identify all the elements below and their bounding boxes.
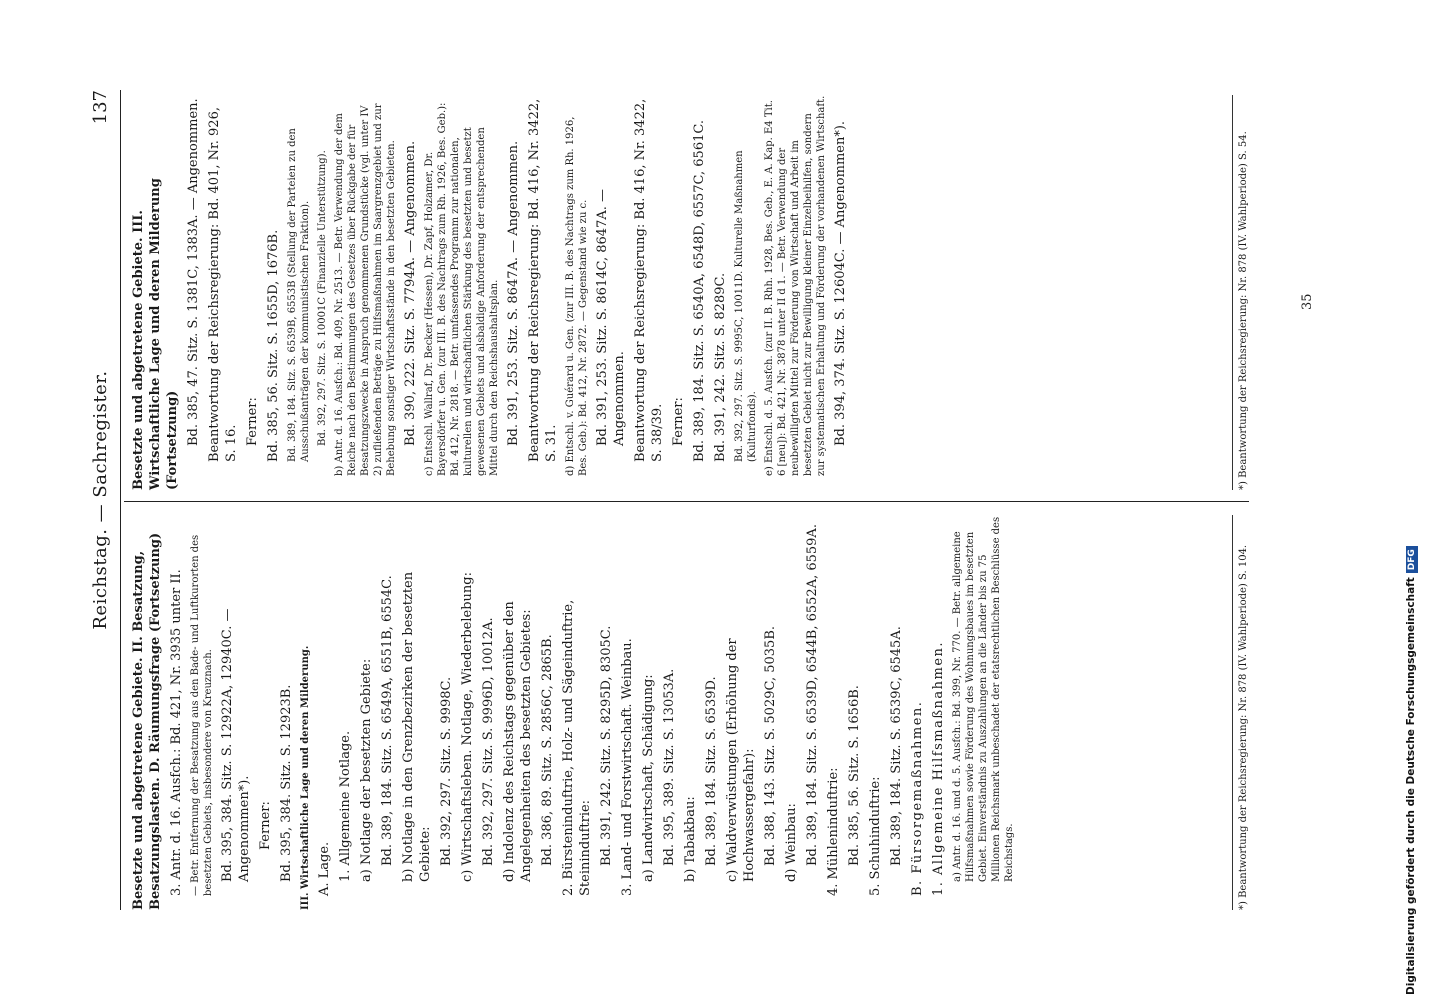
footnote: *) Beantwortung der Reichsregierung: Nr. 878 (IV. Wahlperiode) S. 104. <box>1232 515 1250 910</box>
entry-ref: Bd. 392, 297. Sitz. S. 9998C. <box>439 676 454 866</box>
entry-ref: Bd. 388, 143. Sitz. S. 5029C, 5035B. <box>763 625 778 866</box>
entry: 5. Schuhinduftrie: <box>868 776 883 896</box>
entry-ref: Bd. 395, 384. Sitz. S. 12922A, 12940C. — Angenommen*). <box>220 608 252 882</box>
entry-ref: Bd. 389, 184. Sitz. S. 6540A, 6548D, 6557C, 6561C. <box>692 120 707 462</box>
entry-note: a) Antr. d. 16. und d. 5. Ausfch.: Bd. 399, Nr. 770. — Betr. allgemeine Hilfsmaßnahmen sowie Förderung des Wohnungsbaues im besetzten Gebiet. Einverständnis zu Auszahlungen an die Länder bis zu 75 Millionen Reichsmark unbeschadet der etatsrechtlichen Beschlüsse des Reichstags. <box>952 516 1015 882</box>
entry-ref: Bd. 391, 253. Sitz. S. 8647A. — Angenommen. <box>506 140 521 446</box>
entry: d) Weinbau: <box>784 803 799 882</box>
right-column <box>130 95 1250 490</box>
entry-note: c) Entschl. Wallraf, Dr. Becker (Hessen), Dr. Zapf, Holzamer, Dr. Bayersdörfer u. Gen. (zur III. B. des Nachtrags zum Rh. 1926, Bes. Geb.): Bd. 412, Nr. 2818. — Betr. umfassendes Programm zur nationalen, kulturellen und wirtschaftlichen Stärkung des besetzten und besetzt gewesenen Gebiets und alsbaldige Anforderung der entsprechenden Mittel durch den Reichshaushaltsplan. <box>424 102 500 476</box>
entry-ref: Bd. 389, 184. Sitz. S. 6549A, 6551B, 6554C. <box>380 575 395 866</box>
entry-ref: Bd. 392, 297. Sitz. S. 9996D, 10012A. <box>481 617 496 866</box>
entry: c) Wirtschaftsleben. Notlage, Wiederbelebung: <box>460 572 475 882</box>
dfg-logo: DFG <box>1406 546 1418 573</box>
digitization-credit <box>1405 546 1418 995</box>
entry-ref: Beantwortung der Reichsregierung: Bd. 416, Nr. 3422, S. 31. <box>527 98 559 462</box>
entry: b) Notlage in den Grenzbezirken der besetzten Gebiete: <box>401 571 433 882</box>
left-column <box>130 515 1250 910</box>
subsection-heading: B. Fürsorgemaßnahmen. <box>910 700 925 896</box>
entry-ref: Bd. 390, 222. Sitz. S. 7794A. — Angenommen. <box>403 140 418 446</box>
column-divider <box>124 501 1249 502</box>
page-number: 137 <box>90 90 111 125</box>
entry: 1. Allgemeine Hilfsmaßnahmen. <box>931 640 946 896</box>
entry: d) Indolenz des Reichstags gegenüber den Angelegenheiten des besetzten Gebietes: <box>502 601 534 882</box>
entry-ref: Bd. 395, 389. Sitz. S. 13053A. <box>662 668 677 866</box>
entry: 1. Allgemeine Notlage. <box>338 730 353 882</box>
entry-ref: Bd. 391, 242. Sitz. S. 8289C. <box>713 272 728 462</box>
entry-ref: Bd. 385, 47. Sitz. S. 1381C, 1383A. — Angenommen. <box>186 98 201 446</box>
subsection-heading: A. Lage. <box>317 841 332 896</box>
entry-ref: Bd. 394, 374. Sitz. S. 12604C. — Angenommen*). <box>833 120 848 446</box>
entry: a) Landwirtschaft, Schädigung: <box>641 674 656 882</box>
entry: b) Tabakbau: <box>683 796 698 882</box>
entry: 3. Antr. d. 16. Ausfch.: Bd. 421, Nr. 3935 unter II. <box>169 569 184 896</box>
section-heading: Besetzte und abgetretene Gebiete. III. Wirtschaftliche Lage und deren Milderung (Fortsetzung) <box>131 178 180 490</box>
entry-ref: Bd. 392, 297. Sitz. S. 10001C (Finanzielle Unterstützung). <box>317 150 328 446</box>
entry-ref: Bd. 391, 242. Sitz. S. 8295D, 8305C. <box>599 625 614 866</box>
entry-ref: Bd. 395, 384. Sitz. S. 12923B. <box>279 684 294 882</box>
entry-ref: Beantwortung der Reichsregierung: Bd. 401, Nr. 926, S. 16. <box>207 107 239 462</box>
entry-ref: Bd. 389, 184. Sitz. S. 6539C, 6545A. <box>889 626 904 866</box>
entry-ref: Bd. 389, 184. Sitz. S. 6539B, 6553B (Stellung der Parteien zu den Ausschußanträgen der kommunistischen Fraktion). <box>287 128 311 462</box>
entry-ref: Bd. 389, 184. Sitz. S. 6539D, 6544B, 6552A, 6559A. <box>805 524 820 866</box>
header-rule <box>120 90 121 910</box>
entry-note: b) Antr. d. 16. Ausfch.: Bd. 409, Nr. 2513. — Betr. Verwendung der dem Reiche nach den Bestimmungen des Gesetzes über Rückgabe der für Besatzungszwecke in Anspruch genommenen Grundstücke (vgl. unter IV 2) zufließenden Beträge zu Hilfsmaßnahmen im Saargrenzgebiet und zur Behebung sonstiger Wirtschaftsstände in den besetzten Gebieten. <box>334 103 397 476</box>
page-header <box>90 90 116 910</box>
entry-label: Ferner: <box>671 397 686 446</box>
entry-ref: Beantwortung der Reichsregierung: Bd. 416, Nr. 3422, S. 38/39. <box>633 98 665 462</box>
entry-label: Ferner: <box>258 801 273 850</box>
entry: 3. Land- und Forstwirtschaft. Weinbau. <box>620 638 635 896</box>
entry-ref: Bd. 391, 253. Sitz. S. 8614C, 8647A. — Angenommen. <box>595 189 627 446</box>
entry-ref: Bd. 385, 56. Sitz. S. 1656B. <box>847 685 862 866</box>
running-title: Reichstag. — Sachregister. <box>90 370 111 630</box>
entry: 2. Bürsteninduftrie, Holz- und Sägeinduftrie, Steininduftrie: <box>561 599 593 896</box>
section-heading: Besetzte und abgetretene Gebiete. II. Besatzung, Besatzungslasten. D. Räumungsfrage (Fortsetzung) <box>131 532 163 910</box>
entry-ref: Bd. 386, 89. Sitz. S. 2856C, 2865B. <box>540 634 555 866</box>
entry-label: Ferner: <box>245 397 260 446</box>
entry-note: e) Entschl. d. 5. Ausfch. (zur II. B. Rhh. 1928, Bes. Geb., E. A. Kap. E4 Tit. 6 [neu]): Bd. 421, Nr. 3878 unter II d 1. — Betr. Verwendung der neubewilligten Mittel zur Förderung von Wirtschaft und Arbeit im besetzten Gebiet nicht zur Bewilligung kleiner Einzelbeihilfen, sondern zur systematischen Erhaltung und Förderung der vorhandenen Wirtschaft. <box>764 95 827 476</box>
footnote: *) Beantwortung der Reichsregierung: Nr. 878 (IV. Wahlperiode) S. 54. <box>1232 95 1250 490</box>
entry-note: d) Entschl. v. Guérard u. Gen. (zur III. B. des Nachtrags zum Rh. 1926, Bes. Geb.): Bd. 412, Nr. 2872. — Gegenstand wie zu c. <box>565 116 589 476</box>
entry-ref: Bd. 389, 184. Sitz. S. 6539D. <box>704 676 719 866</box>
entry: c) Waldverwüstungen (Erhöhung der Hochwassergefahr): <box>725 638 757 882</box>
entry: a) Notlage der besetzten Gebiete: <box>359 658 374 882</box>
folio-number: 35 <box>1300 293 1315 310</box>
entry-ref: Bd. 385, 56. Sitz. S. 1655D, 1676B. <box>266 229 281 462</box>
entry-note: — Betr. Entfernung der Besatzung aus den Bade- und Luftkurorten des besetzten Gebiets, insbesondere von Kreuznach. <box>190 534 214 896</box>
document-page <box>90 90 1320 910</box>
subsection-heading: III. Wirtschaftliche Lage und deren Milderung. <box>300 645 311 910</box>
entry: 4. Mühleninduftrie: <box>826 767 841 896</box>
entry-ref: Bd. 392, 297. Sitz. S. 9995C, 10011D. Kulturelle Maßnahmen (Kulturfonds). <box>734 150 758 462</box>
credit-text: Digitalisierung gefördert durch die Deutsche Forschungsgemeinschaft <box>1405 577 1417 995</box>
